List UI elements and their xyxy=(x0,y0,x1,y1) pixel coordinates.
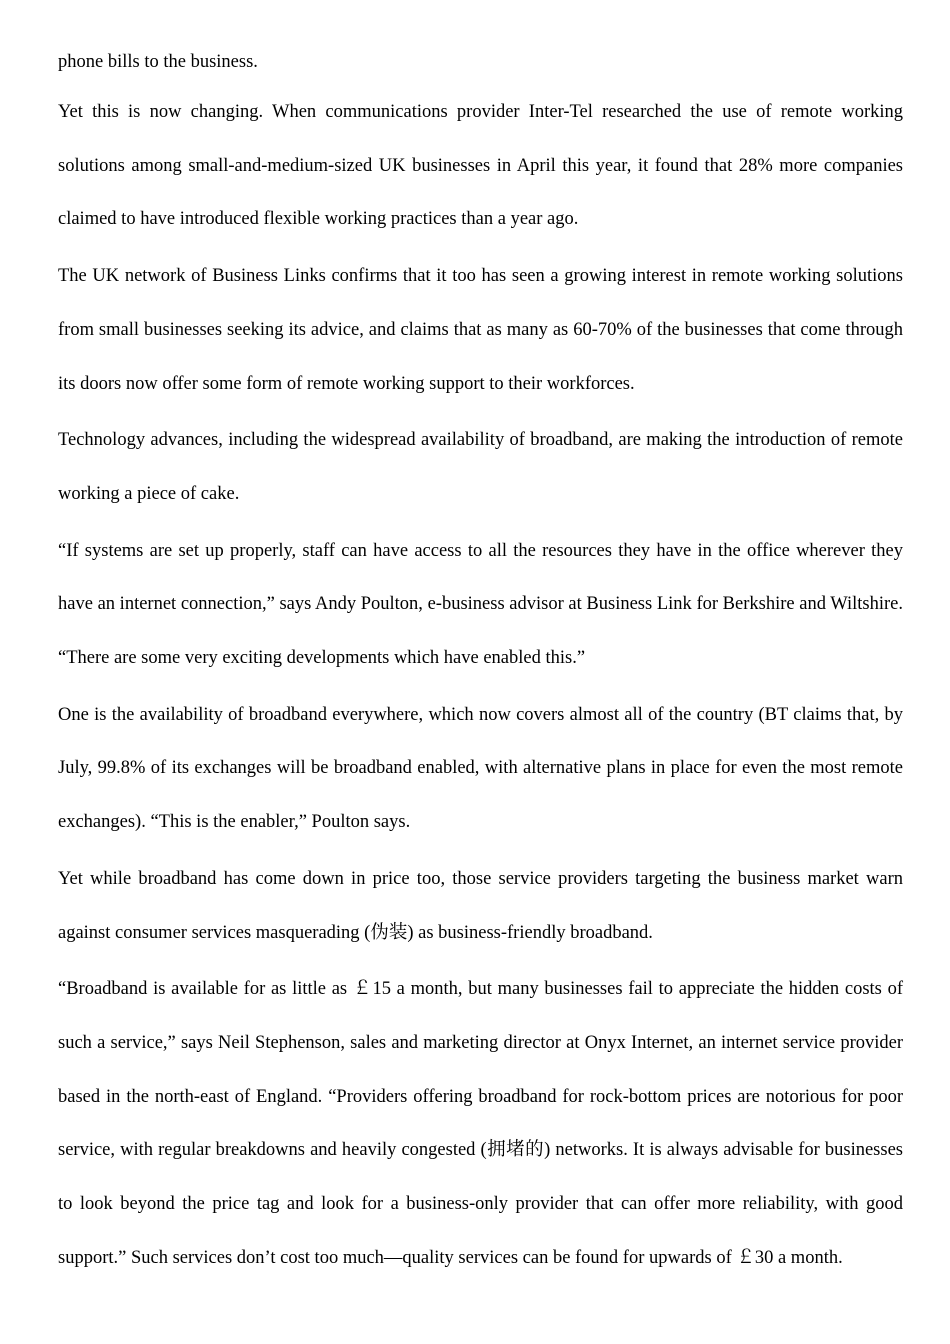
paragraph-1: phone bills to the business. xyxy=(58,52,258,72)
paragraph-3: The UK network of Business Links confirms that it too has seen a growing interest in remote working solutions from small businesses seeking its advice, and claims that as many as 60-70% of the businesses that come through its doors now offer some form of remote working support to their workforces. xyxy=(58,266,903,394)
paragraph-7: Yet while broadband has come down in price too, those service providers targeting the business market warn against consumer services masquerading (伪装) as business-friendly broadband. xyxy=(58,868,903,943)
paragraph-4: Technology advances, including the widespread availability of broadband, are making the introduction of remote working a piece of cake. xyxy=(58,430,903,504)
paragraph-5: “If systems are set up properly, staff can have access to all the resources they have in the office wherever they have an internet connection,” says Andy Poulton, e-business advisor at Business Link for Berkshire and Wiltshire. “There are some very exciting developments which have enabled this.” xyxy=(58,540,903,669)
paragraph-6: One is the availability of broadband everywhere, which now covers almost all of the country (BT claims that, by July, 99.8% of its exchanges will be broadband enabled, with alternative plans in place for even the most remote exchanges). “This is the enabler,” Poulton says. xyxy=(58,704,903,833)
document-page xyxy=(58,43,903,1285)
paragraph-2: Yet this is now changing. When communications provider Inter-Tel researched the use of remote working solutions among small-and-medium-sized UK businesses in April this year, it found that 28% more companies claimed to have introduced flexible working practices than a year ago. xyxy=(58,102,903,230)
paragraph-8: “Broadband is available for as little as ￡15 a month, but many businesses fail to appreciate the hidden costs of such a service,” says Neil Stephenson, sales and marketing director at Onyx Internet, an internet service provider based in the north-east of England. “Providers offering broadband for rock-bottom prices are notorious for poor service, with regular breakdowns and heavily congested (拥堵的) networks. It is always advisable for businesses to look beyond the price tag and look for a business-only provider that can offer more reliability, with good support.” Such services don’t cost too much—quality services can be found for upwards of ￡30 a month. xyxy=(58,979,903,1268)
